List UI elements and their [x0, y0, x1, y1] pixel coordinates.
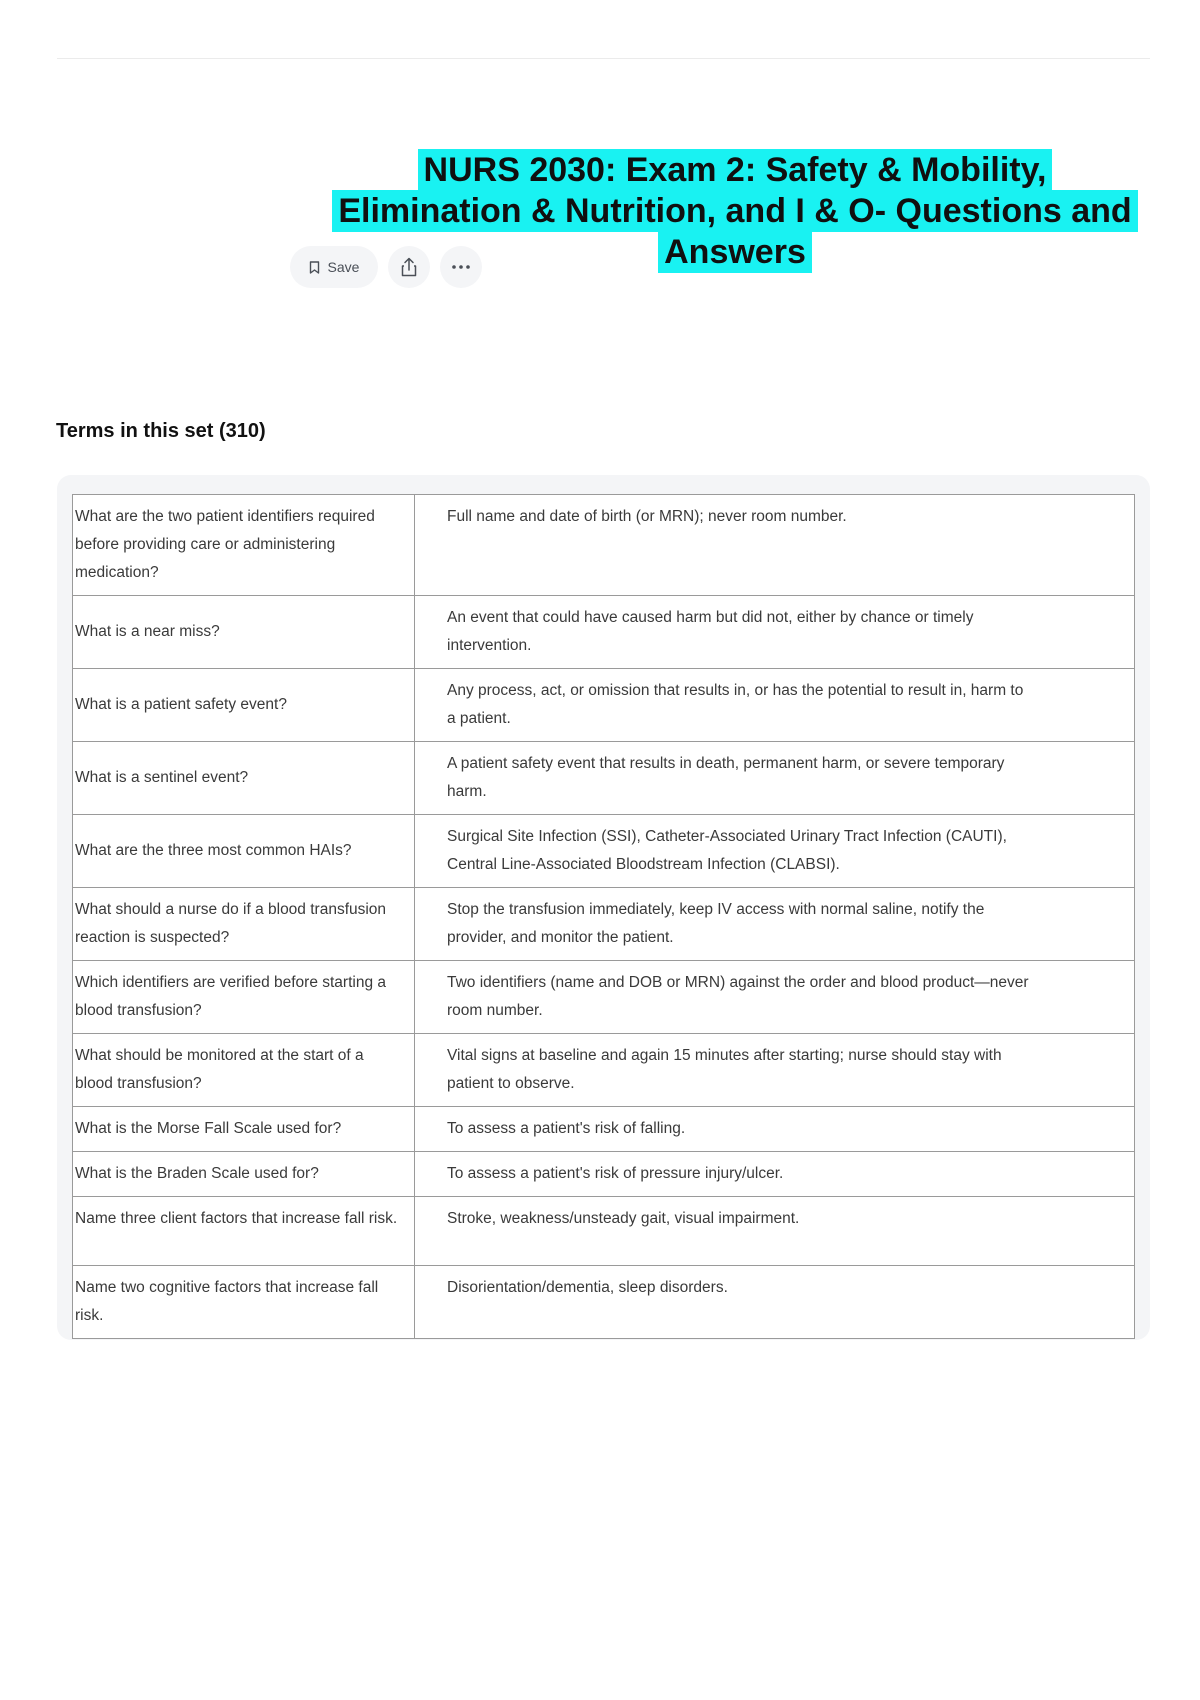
- terms-heading: Terms in this set (310): [56, 420, 266, 442]
- term-question: What is a near miss?: [73, 596, 415, 669]
- term-answer: Vital signs at baseline and again 15 minutes after starting; nurse should stay with patient to observe.: [415, 1034, 1135, 1107]
- term-answer: Full name and date of birth (or MRN); never room number.: [415, 495, 1135, 596]
- term-question: Name three client factors that increase fall risk.: [73, 1197, 415, 1266]
- term-question: Name two cognitive factors that increase fall risk.: [73, 1266, 415, 1339]
- more-icon: [452, 265, 470, 269]
- term-answer: Disorientation/dementia, sleep disorders.: [415, 1266, 1135, 1339]
- table-row: [73, 961, 1135, 1034]
- term-answer: Stop the transfusion immediately, keep IV access with normal saline, notify the provider, and monitor the patient.: [415, 888, 1135, 961]
- table-row: [73, 815, 1135, 888]
- share-button[interactable]: [388, 246, 430, 288]
- table-row: [73, 1034, 1135, 1107]
- term-question: What is the Morse Fall Scale used for?: [73, 1107, 415, 1152]
- table-row: [73, 1197, 1135, 1266]
- term-question: What should a nurse do if a blood transfusion reaction is suspected?: [73, 888, 415, 961]
- term-answer: Stroke, weakness/unsteady gait, visual impairment.: [415, 1197, 1135, 1266]
- page-title-text: NURS 2030: Exam 2: Safety & Mobility, Elimination & Nutrition, and I & O- Questions and Answers: [332, 149, 1137, 273]
- table-row: [73, 888, 1135, 961]
- save-button[interactable]: [290, 246, 378, 288]
- table-row: [73, 742, 1135, 815]
- share-icon: [400, 257, 418, 277]
- table-row: [73, 1152, 1135, 1197]
- table-row: [73, 1107, 1135, 1152]
- term-question: What are the three most common HAIs?: [73, 815, 415, 888]
- term-answer: Two identifiers (name and DOB or MRN) against the order and blood product—never room number.: [415, 961, 1135, 1034]
- table-row: [73, 669, 1135, 742]
- term-answer: To assess a patient's risk of falling.: [415, 1107, 1135, 1152]
- bookmark-icon: [309, 261, 320, 274]
- term-answer: To assess a patient's risk of pressure injury/ulcer.: [415, 1152, 1135, 1197]
- term-answer: Surgical Site Infection (SSI), Catheter-Associated Urinary Tract Infection (CAUTI), Central Line-Associated Bloodstream Infection (CLABSI).: [415, 815, 1135, 888]
- term-answer: A patient safety event that results in death, permanent harm, or severe temporary harm.: [415, 742, 1135, 815]
- more-options-button[interactable]: [440, 246, 482, 288]
- save-button-label: Save: [327, 259, 360, 275]
- table-row: [73, 1266, 1135, 1339]
- top-divider: [57, 58, 1150, 59]
- table-row: [73, 495, 1135, 596]
- table-row: [73, 596, 1135, 669]
- term-question: Which identifiers are verified before starting a blood transfusion?: [73, 961, 415, 1034]
- term-question: What is the Braden Scale used for?: [73, 1152, 415, 1197]
- term-question: What are the two patient identifiers required before providing care or administering medication?: [73, 495, 415, 596]
- term-question: What is a patient safety event?: [73, 669, 415, 742]
- term-question: What is a sentinel event?: [73, 742, 415, 815]
- terms-table: [72, 494, 1135, 1339]
- term-question: What should be monitored at the start of a blood transfusion?: [73, 1034, 415, 1107]
- term-answer: Any process, act, or omission that results in, or has the potential to result in, harm to a patient.: [415, 669, 1135, 742]
- term-answer: An event that could have caused harm but did not, either by chance or timely intervention.: [415, 596, 1135, 669]
- action-bar: [290, 246, 482, 288]
